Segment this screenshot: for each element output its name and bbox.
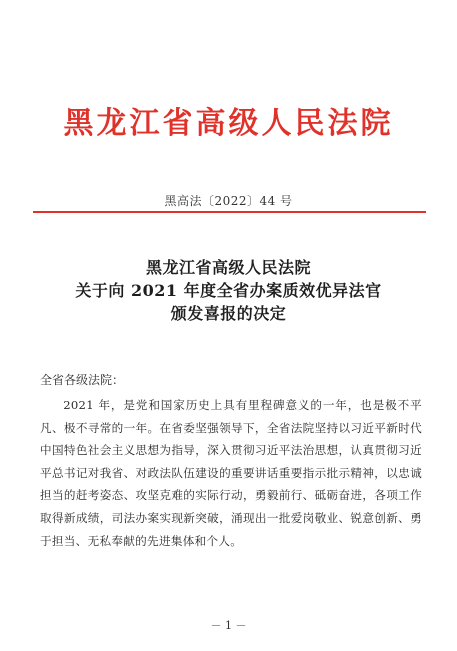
salutation: 全省各级法院： — [40, 373, 125, 387]
body-paragraph: 2021 年，是党和国家历史上具有里程碑意义的一年，也是极不平凡、极不寻常的一年。在省委坚强领导下，全省法院坚持以习近平新时代中国特色社会主义思想为指导，深入贯彻习近平法治思想，认真贯彻习近平总书记对我省、对政法队伍建设的重要讲话重要指示批示精神，以忠诚担当的赶考姿态、攻坚克难的实际行动，勇毅前行、砥砺奋进，各项工作取得新成绩，司法办案实现新突破，涌现出一批爱岗敬业、锐意创新、勇于担当、无私奉献的先进集体和个人。 — [40, 398, 422, 548]
title-line-2: 关于向 2021 年度全省办案质效优异法官 — [75, 281, 382, 300]
title-line-1: 黑龙江省高级人民法院 — [145, 258, 311, 277]
red-divider-line — [33, 211, 426, 213]
title-line-3: 颁发喜报的决定 — [170, 304, 287, 323]
document-number: 黑高法〔2022〕44 号 — [164, 194, 293, 208]
issuing-organization-header: 黑龙江省高级人民法院 — [63, 106, 394, 141]
document-title — [0, 256, 457, 325]
page-number: － 1 － — [210, 619, 247, 632]
